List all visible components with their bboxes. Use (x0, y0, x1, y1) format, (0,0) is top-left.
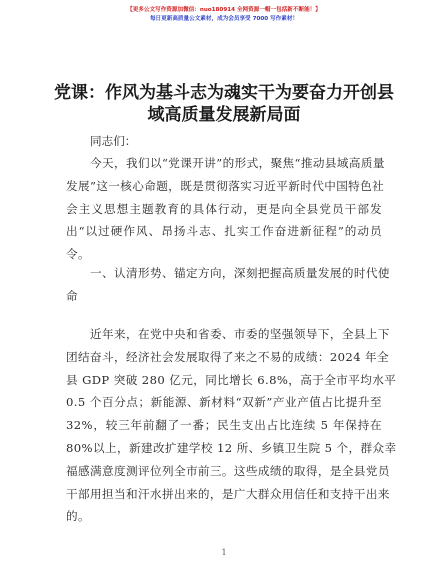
section-heading (66, 262, 390, 308)
paragraph-line: 会主义思想主题教育的具体行动，更是向全县党员干部发 (66, 201, 382, 216)
heading-line: 命 (66, 288, 78, 303)
paragraph-line: 团结奋斗，经济社会发展取得了来之不易的成绩：2024 年全 (66, 349, 390, 364)
paragraph-line: 近年来，在党中央和省委、市委的坚强领导下，全县上下 (90, 327, 390, 341)
salutation: 同志们： (90, 134, 137, 148)
promo-line-blue: 每日更新高质量公文素材，成为会员享受 7000 写作素材！ (149, 16, 299, 22)
paragraph-line: 干部用担当和汗水拼出来的，是广大群众用信任和支持干出来 (66, 486, 390, 501)
paragraph-line: 今天，我们以“党课开讲”的形式，聚焦“推动县域高质量 (90, 156, 385, 170)
paragraph-line: 0.5 个百分点；新能源、新材料“双新”产业产值占比提升至 (66, 395, 382, 410)
promo-line-red: 【更多公文写作资源加微信：nuo180914 全网资源一帽一包括新不断能！】 (127, 7, 321, 13)
paragraph-intro (66, 152, 385, 266)
paragraph-line: 县 GDP 突破 280 亿元，同比增长 6.8%，高于全市平均水平 (66, 372, 397, 387)
title-line-1: 党课：作风为基斗志为魂实干为要奋力开创县 (54, 83, 394, 103)
paragraph-line: 的。 (66, 509, 90, 524)
paragraph-line: 32%，较三年前翻了一番；民生支出占比连续 5 年保持在 (66, 418, 382, 433)
paragraph-line: 80%以上，新建改扩建学校 12 所、乡镇卫生院 5 个，群众幸 (66, 440, 397, 455)
paragraph-line: 出“以过硬作风、昂扬斗志、扎实工作奋进新征程”的动员 (66, 224, 382, 239)
promo-banner (0, 6, 448, 23)
heading-line: 一、认清形势、锚定方向，深刻把握高质量发展的时代使 (90, 266, 390, 280)
page-number: 1 (221, 548, 227, 557)
paragraph-line: 令。 (66, 247, 90, 262)
document-title (0, 82, 448, 126)
paragraph-achievements (66, 323, 397, 528)
paragraph-line: 发展”这一核心命题，既是贯彻落实习近平新时代中国特色社 (66, 178, 385, 193)
title-line-2: 域高质量发展新局面 (147, 105, 301, 125)
paragraph-line: 福感满意度测评位列全市前三。这些成绩的取得，是全县党员 (66, 463, 390, 478)
